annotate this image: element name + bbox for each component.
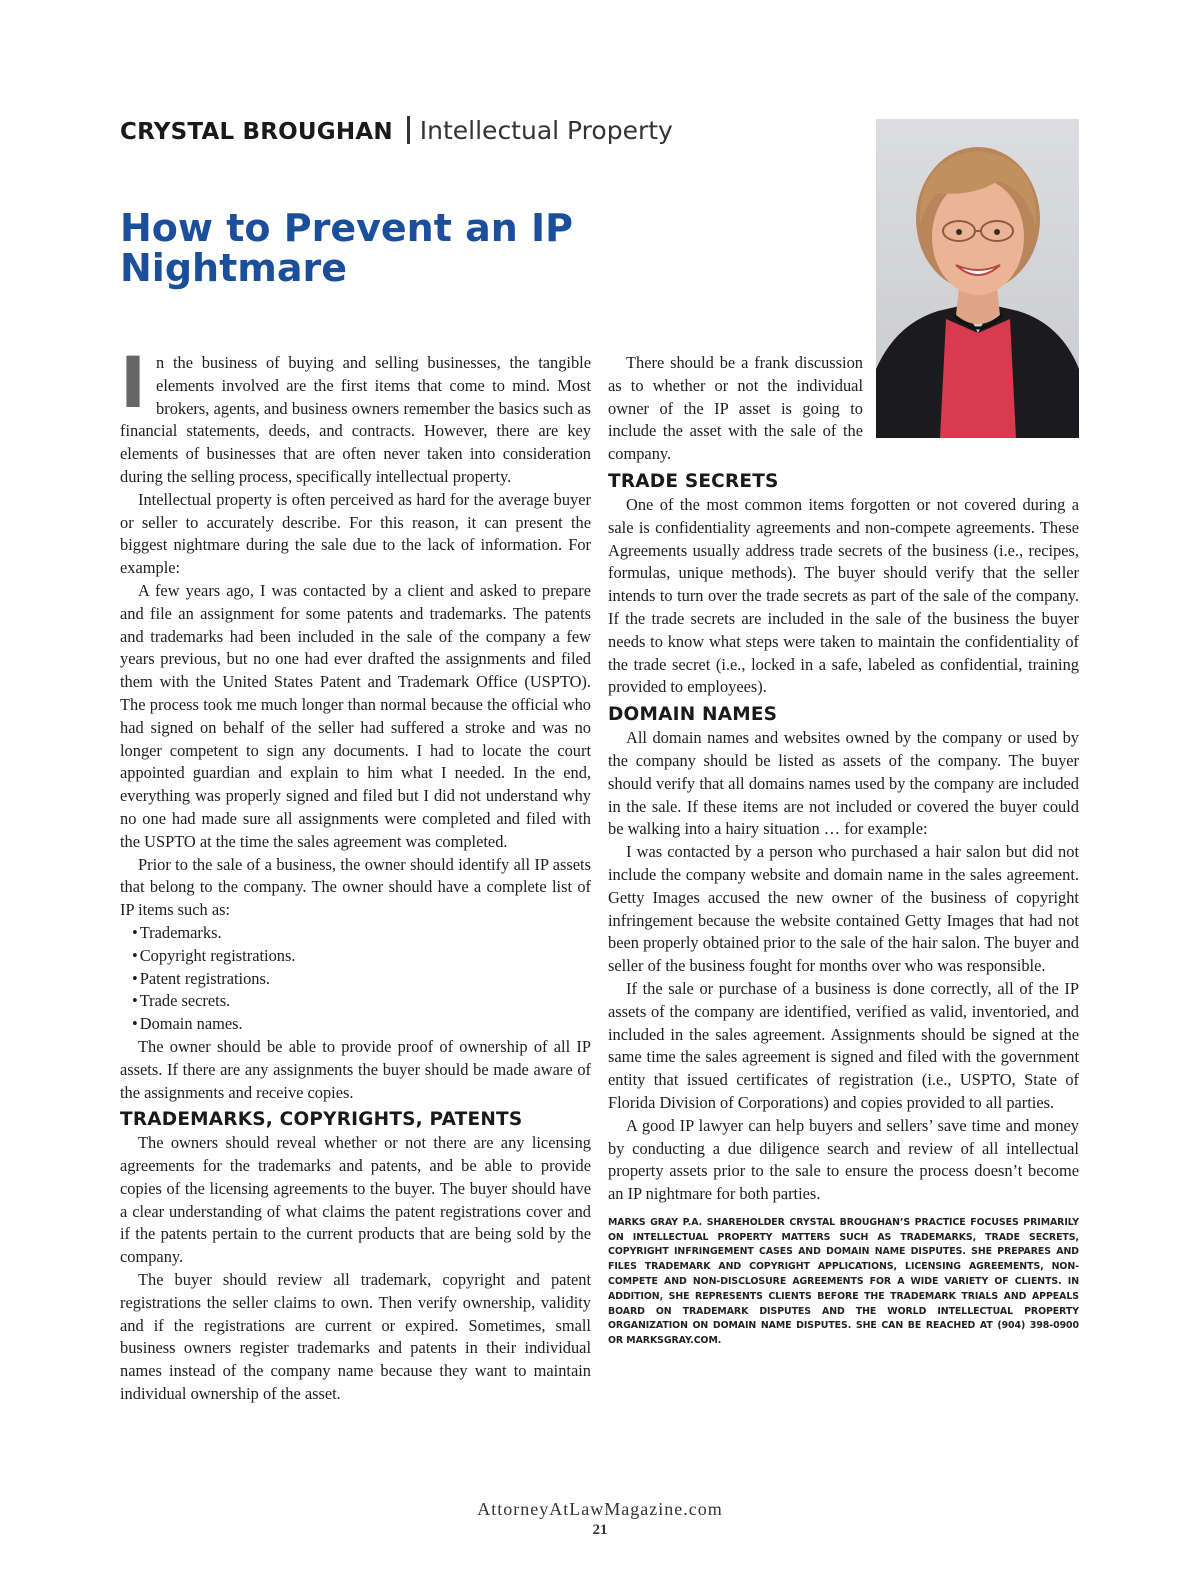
- article-column-left: [120, 342, 591, 1406]
- intro-text: n the business of buying and selling businesses, the tangible elements involved are the first items that come to mind. Most brokers, agents, and business owners remember the basics such as financial statements, deeds, and contracts. However, there are key elements of businesses that are often never taken into consideration during the selling process, specifically intellectual property.: [120, 353, 591, 486]
- paragraph: A good IP lawyer can help buyers and sellers’ save time and money by conducting a due diligence search and review of all intellectual property assets prior to the sale to ensure the process doesn’t become an IP nightmare for both parties.: [608, 1115, 1079, 1204]
- author-bio: MARKS GRAY P.A. SHAREHOLDER CRYSTAL BROUGHAN’S PRACTICE FOCUSES PRIMARILY ON INTELLECTUAL PROPERTY MATTERS SUCH AS TRADEMARKS, TRADE SECRETS, COPYRIGHT INFRINGEMENT CASES AND DOMAIN NAME DISPUTES. SHE PREPARES AND FILES TRADEMARK AND COPYRIGHT APPLICATIONS, LICENSING AGREEMENTS, NON-COMPETE AND NON-DISCLOSURE AGREEMENTS FOR A WIDE VARIETY OF CLIENTS. IN ADDITION, SHE REPRESENTS CLIENTS BEFORE THE TRADEMARK TRIALS AND APPEALS BOARD ON TRADEMARK DISPUTES AND THE WORLD INTELLECTUAL PROPERTY ORGANIZATION ON DOMAIN NAME DISPUTES. SHE CAN BE REACHED AT (904) 398-0900 OR MARKSGRAY.COM.: [608, 1216, 1079, 1347]
- subheading-trademarks: TRADEMARKS, COPYRIGHTS, PATENTS: [120, 1109, 523, 1131]
- byline: [120, 116, 673, 145]
- paragraph: If the sale or purchase of a business is done correctly, all of the IP assets of the company are identified, verified as valid, inventoried, and included in the sales agreement. Assignments should be signed at the same time the sales agreement is signed and filed with the government entity that issued certificates of registration (i.e., USPTO, State of Florida Division of Corporations) and copies provided to all parties.: [608, 978, 1079, 1112]
- paragraph: Intellectual property is often perceived as hard for the average buyer or seller to accurately describe. For this reason, it can present the biggest nightmare during the sale due to the lack of information. For example:: [120, 489, 591, 578]
- byline-divider: [407, 116, 410, 144]
- subheading-domain-names: DOMAIN NAMES: [608, 704, 778, 726]
- drop-cap: I: [120, 342, 147, 424]
- list-item: • Copyright registrations.: [132, 945, 591, 968]
- magazine-website: AttorneyAtLawMagazine.com: [477, 1499, 723, 1519]
- paragraph: The owner should be able to provide proof of ownership of all IP assets. If there are any assignments the buyer should be made aware of the assignments and receive copies.: [120, 1036, 591, 1102]
- author-name: CRYSTAL BROUGHAN: [120, 119, 393, 145]
- intro-paragraph: [120, 342, 591, 489]
- section-label: Intellectual Property: [419, 116, 673, 145]
- article-column-right: [608, 352, 1079, 1349]
- ip-assets-list: [120, 922, 591, 1036]
- photo-wrap-space: [863, 352, 1079, 443]
- paragraph: One of the most common items forgotten or not covered during a sale is confidentiality agreements and non-compete agreements. These Agreements usually address trade secrets of the business (i.e., recipes, formulas, unique methods). The buyer should verify that the seller intends to turn over the trade secrets as part of the sale of the company. If the trade secrets are included in the sale of the business the buyer needs to know what steps were taken to maintain the confidentiality of the trade secret (i.e., locked in a safe, labeled as confidential, training provided to employees).: [608, 494, 1079, 697]
- paragraph: A few years ago, I was contacted by a client and asked to prepare and file an assignment for some patents and trademarks. The patents and trademarks had been included in the sale of the company a few years previous, but no one had ever drafted the assignments and filed them with the United States Patent and Trademark Office (USPTO). The process took me much longer than normal because the official who had signed on behalf of the seller had suffered a stroke and was no longer competent to sign any documents. I had to locate the court appointed guardian and explain to him what I needed. In the end, everything was properly signed and filed but I did not understand why no one had made sure all assignments were completed and filed with the USPTO at the time the sales agreement was completed.: [120, 580, 591, 851]
- headline: How to Prevent an IP Nightmare: [120, 206, 574, 290]
- paragraph: Prior to the sale of a business, the owner should identify all IP assets that belong to the company. The owner should have a complete list of IP items such as:: [120, 854, 591, 920]
- paragraph: The buyer should review all trademark, copyright and patent registrations the seller claims to own. Then verify ownership, validity and if the registrations are current or expired. Sometimes, small business owners register trademarks and patents in their individual names instead of the company name because they want to maintain individual ownership of the asset.: [120, 1270, 591, 1404]
- paragraph: I was contacted by a person who purchased a hair salon but did not include the company website and domain name in the sales agreement. Getty Images accused the new owner of the business of copyright infringement because the website contained Getty Images that had not been properly obtained prior to the sale of the hair salon. The buyer and seller of the business fought for months over who was responsible.: [608, 842, 1079, 976]
- subheading-trade-secrets: TRADE SECRETS: [608, 470, 779, 492]
- list-item: • Patent registrations.: [132, 968, 591, 991]
- page-footer: [0, 1499, 1200, 1539]
- list-item: • Domain names.: [132, 1013, 591, 1036]
- paragraph: The owners should reveal whether or not there are any licensing agreements for the trademarks and patents, and be able to provide copies of the licensing agreements to the buyer. The buyer should have a clear understanding of what claims the patent registrations cover and if the patents pertain to the current products that are being sold by the company.: [120, 1133, 591, 1267]
- paragraph: There should be a frank discussion as to whether or not the individual owner of the IP asset is going to include the asset with the sale of the company.: [608, 353, 863, 464]
- paragraph: All domain names and websites owned by the company or used by the company should be listed as assets of the company. The buyer should verify that all domains names used by the company are included in the sale. If these items are not included or covered the buyer could be walking into a hairy situation … for example:: [608, 728, 1079, 839]
- list-item: • Trademarks.: [132, 922, 591, 945]
- list-item: • Trade secrets.: [132, 990, 591, 1013]
- page-number: 21: [592, 1522, 608, 1538]
